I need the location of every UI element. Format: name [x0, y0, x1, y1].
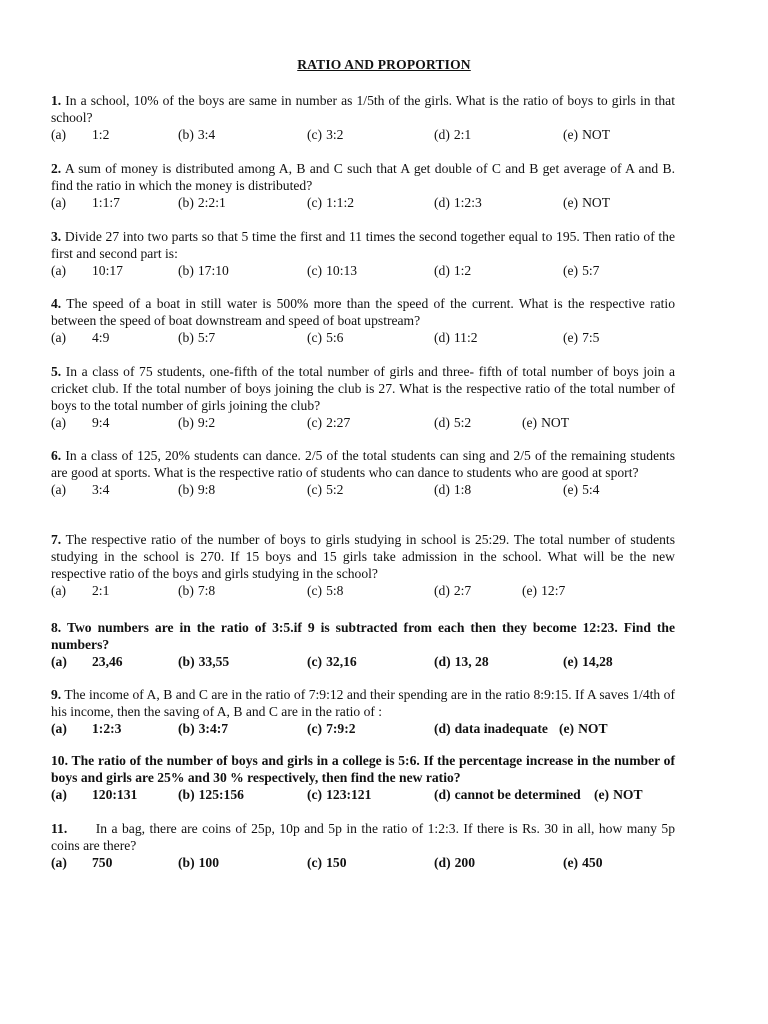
option-value: 3:4:7	[198, 721, 229, 736]
option-label: (a)	[51, 195, 67, 210]
option-label: (d)	[434, 654, 451, 669]
option-value: 1:2:3	[92, 721, 122, 736]
question-body: Divide 27 into two parts so that 5 time the first and 11 times the second together equal to 195. Then ratio of the first and second part is:	[51, 229, 675, 261]
answer-options	[51, 582, 675, 599]
option-label: (b)	[178, 415, 194, 430]
option-label: (b)	[178, 654, 195, 669]
option-label: (a)	[51, 721, 67, 736]
option-value: 2:1	[92, 583, 110, 598]
option-d[interactable]	[434, 329, 478, 346]
option-e[interactable]	[522, 414, 569, 431]
option-e[interactable]	[522, 582, 565, 599]
option-d[interactable]	[434, 720, 548, 737]
option-label: (b)	[178, 721, 195, 736]
option-b[interactable]	[178, 126, 215, 143]
option-value: 5:2	[453, 415, 472, 430]
option-label: (a)	[51, 855, 67, 870]
question-text	[51, 447, 675, 481]
question-1	[51, 92, 675, 143]
question-number: 6.	[51, 448, 62, 463]
question-4	[51, 295, 675, 346]
option-label: (d)	[434, 855, 451, 870]
option-value: NOT	[578, 721, 608, 736]
option-value: 9:2	[197, 415, 216, 430]
option-label: (e)	[563, 330, 579, 345]
option-e[interactable]	[563, 481, 599, 498]
question-body: In a class of 75 students, one-fifth of the total number of girls and three- fifth of total number of boys join a cricket club. If the total number of boys joining the club is 27. What is the respective ratio of the total number of boys to the total number of girls joining the club?	[51, 364, 675, 413]
question-number: 8.	[51, 620, 62, 635]
option-label: (b)	[178, 330, 194, 345]
question-text	[51, 686, 675, 720]
option-e[interactable]	[563, 126, 610, 143]
option-label: (b)	[178, 263, 194, 278]
option-a[interactable]	[51, 262, 123, 279]
option-b[interactable]	[178, 481, 215, 498]
answer-options	[51, 720, 675, 737]
option-label: (e)	[563, 654, 579, 669]
option-label: (b)	[178, 855, 195, 870]
option-e[interactable]	[563, 854, 602, 871]
answer-options	[51, 786, 675, 803]
option-b[interactable]	[178, 720, 228, 737]
question-number: 9.	[51, 687, 62, 702]
question-8	[51, 619, 675, 670]
option-value: 12:7	[541, 583, 566, 598]
option-d[interactable]	[434, 194, 482, 211]
option-d[interactable]	[434, 414, 471, 431]
option-label: (c)	[307, 721, 323, 736]
option-value: 32,16	[326, 654, 357, 669]
option-d[interactable]	[434, 786, 581, 803]
answer-options	[51, 653, 675, 670]
question-text	[51, 160, 675, 194]
option-label: (c)	[307, 127, 323, 142]
option-value: 1:1:7	[92, 195, 120, 210]
question-text	[51, 752, 675, 786]
option-value: 200	[454, 855, 476, 870]
option-label: (b)	[178, 127, 194, 142]
question-10	[51, 752, 675, 803]
option-label: (d)	[434, 415, 450, 430]
option-label: (e)	[559, 721, 575, 736]
option-label: (d)	[434, 263, 450, 278]
option-a[interactable]	[51, 414, 110, 431]
option-label: (a)	[51, 127, 67, 142]
option-label: (c)	[307, 330, 323, 345]
option-value: NOT	[582, 127, 611, 142]
option-c[interactable]	[307, 582, 343, 599]
option-c[interactable]	[307, 720, 356, 737]
option-label: (d)	[434, 583, 450, 598]
option-value: 1:8	[453, 482, 472, 497]
question-text	[51, 363, 675, 414]
option-value: data inadequate	[454, 721, 548, 736]
option-label: (c)	[307, 787, 323, 802]
option-value: NOT	[613, 787, 643, 802]
option-d[interactable]	[434, 653, 489, 670]
question-text	[51, 92, 675, 126]
option-value: 5:4	[582, 482, 600, 497]
option-label: (d)	[434, 195, 450, 210]
option-value: 9:4	[92, 415, 110, 430]
option-value: 5:7	[582, 263, 600, 278]
option-a[interactable]	[51, 194, 120, 211]
option-c[interactable]	[307, 854, 346, 871]
option-e[interactable]	[559, 720, 608, 737]
option-c[interactable]	[307, 126, 343, 143]
question-7	[51, 531, 675, 599]
option-value: 125:156	[198, 787, 244, 802]
question-body: The ratio of the number of boys and girls in a college is 5:6. If the percentage increase in the number of boys and girls are 25% and 30 % respectively, then find the new ratio?	[51, 753, 675, 785]
option-label: (c)	[307, 482, 323, 497]
option-value: NOT	[582, 195, 611, 210]
option-d[interactable]	[434, 262, 471, 279]
option-value: 123:121	[326, 787, 372, 802]
question-11	[51, 820, 675, 871]
option-a[interactable]	[51, 653, 123, 670]
option-label: (c)	[307, 654, 323, 669]
question-2	[51, 160, 675, 211]
option-label: (b)	[178, 787, 195, 802]
option-value: 5:8	[326, 583, 344, 598]
option-value: 750	[92, 855, 113, 870]
option-label: (c)	[307, 415, 323, 430]
option-value: 13, 28	[454, 654, 489, 669]
question-3	[51, 228, 675, 279]
option-b[interactable]	[178, 653, 229, 670]
option-value: 11:2	[453, 330, 478, 345]
option-label: (a)	[51, 482, 67, 497]
option-value: 1:1:2	[326, 195, 355, 210]
question-number: 3.	[51, 229, 62, 244]
option-label: (a)	[51, 415, 67, 430]
option-label: (d)	[434, 482, 450, 497]
answer-options	[51, 854, 675, 871]
question-number: 11.	[51, 821, 68, 836]
option-d[interactable]	[434, 854, 475, 871]
option-a[interactable]	[51, 720, 122, 737]
option-value: 2:1	[453, 127, 472, 142]
option-value: 100	[198, 855, 220, 870]
answer-options	[51, 194, 675, 211]
question-number: 5.	[51, 364, 62, 379]
question-5	[51, 363, 675, 431]
option-label: (e)	[563, 482, 579, 497]
option-label: (a)	[51, 263, 67, 278]
option-value: 5:7	[197, 330, 216, 345]
question-6	[51, 447, 675, 498]
option-label: (a)	[51, 330, 67, 345]
option-c[interactable]	[307, 262, 357, 279]
option-value: 1:2:3	[453, 195, 482, 210]
option-a[interactable]	[51, 786, 138, 803]
question-number: 7.	[51, 532, 62, 547]
answer-options	[51, 481, 675, 498]
answer-options	[51, 329, 675, 346]
option-label: (d)	[434, 127, 450, 142]
option-value: 1:2	[92, 127, 110, 142]
answer-options	[51, 414, 675, 431]
option-value: 10:17	[92, 263, 123, 278]
question-text	[51, 295, 675, 329]
option-value: 4:9	[92, 330, 110, 345]
option-value: 3:2	[326, 127, 344, 142]
option-value: 10:13	[326, 263, 358, 278]
option-c[interactable]	[307, 653, 357, 670]
option-label: (d)	[434, 721, 451, 736]
option-c[interactable]	[307, 414, 350, 431]
option-b[interactable]	[178, 414, 215, 431]
option-d[interactable]	[434, 582, 471, 599]
option-value: 2:27	[326, 415, 351, 430]
option-label: (e)	[563, 195, 579, 210]
option-a[interactable]	[51, 329, 110, 346]
option-value: NOT	[541, 415, 570, 430]
question-text	[51, 820, 675, 854]
option-value: 7:8	[197, 583, 216, 598]
option-value: 450	[582, 855, 603, 870]
option-label: (b)	[178, 583, 194, 598]
question-body: The respective ratio of the number of boys to girls studying in school is 25:29. The total number of students studying in the school is 270. If 15 boys and 15 girls take admission in the school. What will be the new respective ratio of the boys and girls studying in the school?	[51, 532, 675, 581]
option-a[interactable]	[51, 582, 110, 599]
question-body: Two numbers are in the ratio of 3:5.if 9 is subtracted from each then they become 12:23. Find the numbers?	[51, 620, 675, 652]
option-c[interactable]	[307, 481, 343, 498]
option-e[interactable]	[594, 786, 643, 803]
answer-options	[51, 126, 675, 143]
option-value: 5:6	[326, 330, 344, 345]
option-label: (b)	[178, 482, 194, 497]
option-label: (c)	[307, 195, 323, 210]
option-label: (e)	[563, 127, 579, 142]
option-value: 2:2:1	[197, 195, 226, 210]
option-value: 2:7	[453, 583, 472, 598]
option-value: 17:10	[197, 263, 229, 278]
question-body: The income of A, B and C are in the ratio of 7:9:12 and their spending are in the ratio 8:9:15. If A saves 1/4th of his income, then the saving of A, B and C are in the ratio of :	[51, 687, 675, 719]
question-number: 2.	[51, 161, 62, 176]
option-c[interactable]	[307, 194, 354, 211]
option-label: (b)	[178, 195, 194, 210]
option-b[interactable]	[178, 329, 215, 346]
option-c[interactable]	[307, 329, 343, 346]
option-label: (a)	[51, 654, 67, 669]
question-body: In a school, 10% of the boys are same in number as 1/5th of the girls. What is the ratio of boys to girls in that school?	[51, 93, 675, 125]
option-label: (e)	[563, 855, 579, 870]
option-d[interactable]	[434, 481, 471, 498]
option-e[interactable]	[563, 653, 613, 670]
option-label: (e)	[522, 415, 538, 430]
option-label: (c)	[307, 583, 323, 598]
option-b[interactable]	[178, 262, 229, 279]
option-label: (a)	[51, 583, 67, 598]
option-label: (c)	[307, 855, 323, 870]
option-e[interactable]	[563, 194, 610, 211]
question-text	[51, 531, 675, 582]
option-value: 23,46	[92, 654, 123, 669]
option-value: 5:2	[326, 482, 344, 497]
option-value: 3:4	[92, 482, 110, 497]
option-value: 150	[326, 855, 347, 870]
option-value: 7:5	[582, 330, 600, 345]
option-label: (a)	[51, 787, 67, 802]
option-value: 14,28	[582, 654, 613, 669]
option-e[interactable]	[563, 329, 599, 346]
question-body: A sum of money is distributed among A, B and C such that A get double of C and B get average of A and B. find the ratio in which the money is distributed?	[51, 161, 675, 193]
option-e[interactable]	[563, 262, 599, 279]
question-body: The speed of a boat in still water is 500% more than the speed of the current. What is the respective ratio between the speed of boat downstream and speed of boat upstream?	[51, 296, 675, 328]
option-a[interactable]	[51, 481, 110, 498]
question-number: 10.	[51, 753, 68, 768]
option-a[interactable]	[51, 126, 110, 143]
option-b[interactable]	[178, 854, 219, 871]
option-label: (d)	[434, 330, 450, 345]
question-text	[51, 619, 675, 653]
question-text	[51, 228, 675, 262]
option-b[interactable]	[178, 582, 215, 599]
option-label: (e)	[594, 787, 610, 802]
question-body: In a class of 125, 20% students can dance. 2/5 of the total students can sing and 2/5 of the remaining students are good at sports. What is the respective ratio of students who can dance to students who are good at sport?	[51, 448, 675, 480]
question-body: In a bag, there are coins of 25p, 10p and 5p in the ratio of 1:2:3. If there is Rs. 30 in all, how many 5p coins are there?	[51, 821, 675, 853]
option-a[interactable]	[51, 854, 113, 871]
answer-options	[51, 262, 675, 279]
question-number: 1.	[51, 93, 62, 108]
question-9	[51, 686, 675, 737]
option-label: (e)	[522, 583, 538, 598]
option-value: 33,55	[198, 654, 230, 669]
option-label: (e)	[563, 263, 579, 278]
option-value: 120:131	[92, 787, 138, 802]
option-value: cannot be determined	[454, 787, 581, 802]
option-c[interactable]	[307, 786, 371, 803]
option-value: 9:8	[197, 482, 216, 497]
option-value: 1:2	[453, 263, 472, 278]
option-b[interactable]	[178, 786, 244, 803]
option-label: (c)	[307, 263, 323, 278]
page-title: RATIO AND PROPORTION	[297, 57, 471, 72]
question-number: 4.	[51, 296, 62, 311]
option-value: 3:4	[197, 127, 216, 142]
option-d[interactable]	[434, 126, 471, 143]
option-b[interactable]	[178, 194, 226, 211]
option-label: (d)	[434, 787, 451, 802]
option-value: 7:9:2	[326, 721, 356, 736]
